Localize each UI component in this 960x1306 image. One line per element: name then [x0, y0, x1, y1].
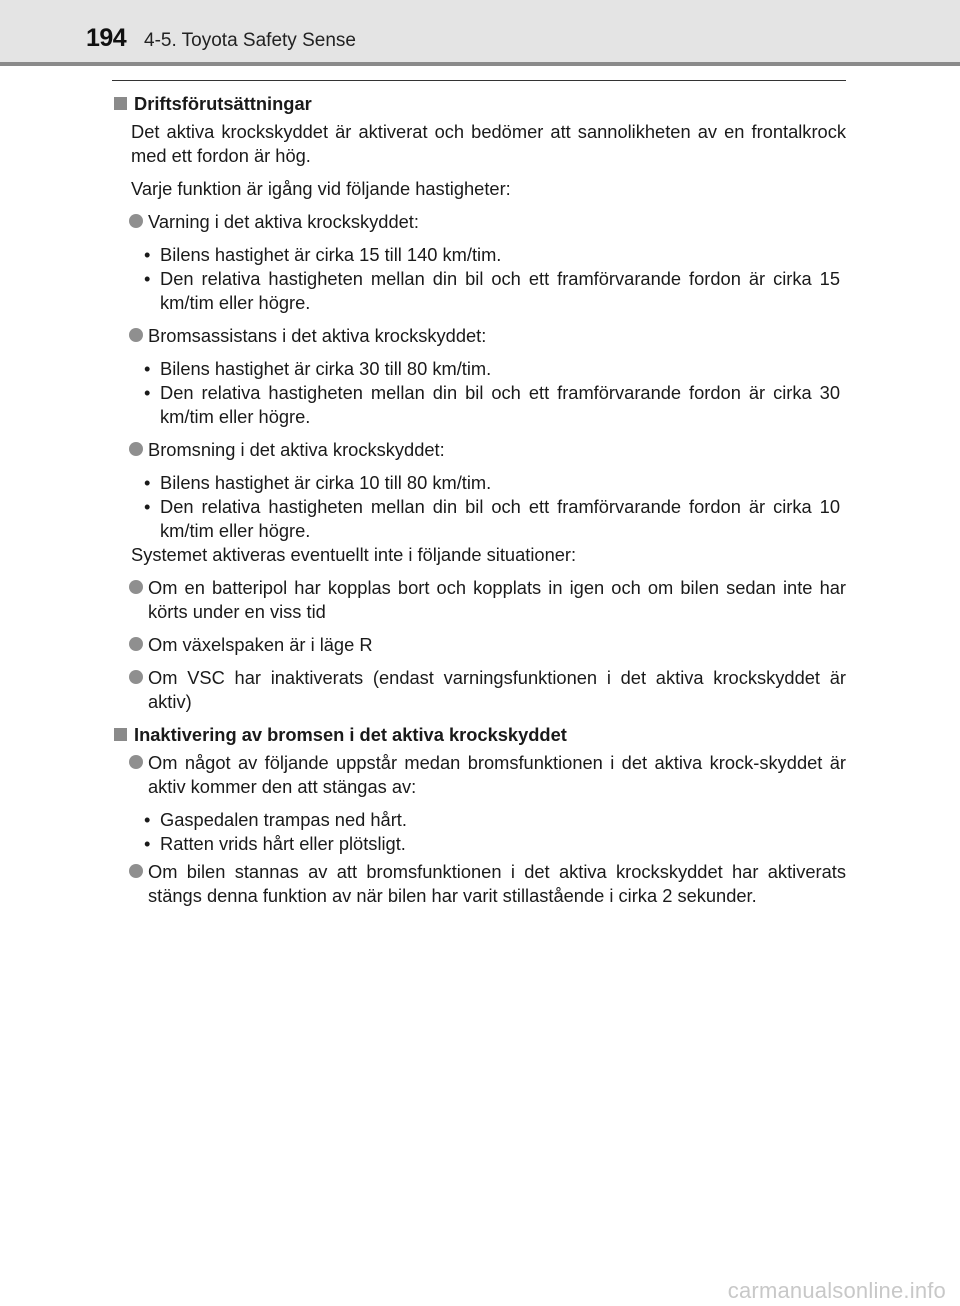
- bullet-braking: Bromsning i det aktiva krockskyddet:: [129, 438, 846, 462]
- list-item: • Den relativa hastigheten mellan din bil och ett framförvarande fordon är cirka 15 km/tim eller högre.: [144, 268, 840, 313]
- list-item: • Den relativa hastigheten mellan din bil och ett framförvarande fordon är cirka 30 km/tim eller högre.: [144, 382, 840, 427]
- circle-bullet-icon: [129, 637, 143, 651]
- bullet-reverse: Om växelspaken är i läge R: [129, 633, 846, 657]
- circle-bullet-icon: [129, 328, 143, 342]
- watermark: carmanualsonline.info: [727, 1278, 946, 1303]
- page-header: [0, 0, 960, 66]
- bullet-vsc: Om VSC har inaktiverats (endast varningsfunktionen i det aktiva krockskyddet är aktiv): [129, 666, 846, 714]
- list-item: • Gaspedalen trampas ned hårt.: [144, 809, 407, 830]
- situations-paragraph: Systemet aktiveras eventuellt inte i följande situationer:: [131, 544, 577, 565]
- brake-assist-sublist: [144, 357, 846, 429]
- bullet-warning: Varning i det aktiva krockskyddet:: [129, 210, 846, 234]
- list-item: • Bilens hastighet är cirka 15 till 140 km/tim.: [144, 244, 502, 265]
- section-title: 4-5. Toyota Safety Sense: [144, 30, 356, 51]
- braking-sublist: [144, 471, 846, 543]
- bullet-deactivate: Om något av följande uppstår medan bromsfunktionen i det aktiva krock-skyddet är aktiv kommer den att stängas av:: [129, 751, 846, 799]
- circle-bullet-icon: [129, 670, 143, 684]
- list-item: • Ratten vrids hårt eller plötsligt.: [144, 833, 406, 854]
- bullet-stopped: Om bilen stannas av att bromsfunktionen i det aktiva krockskyddet har aktiverats stängs denna funktion av när bilen har varit stillastående i cirka 2 sekunder.: [129, 860, 846, 908]
- list-item: • Bilens hastighet är cirka 30 till 80 km/tim.: [144, 358, 492, 379]
- bullet-brake-assist: Bromsassistans i det aktiva krockskyddet:: [129, 324, 846, 348]
- square-bullet-icon: [114, 97, 127, 110]
- circle-bullet-icon: [129, 214, 143, 228]
- heading-inaktivering: Inaktivering av bromsen i det aktiva krockskyddet: [112, 723, 846, 747]
- intro-paragraph: Det aktiva krockskyddet är aktiverat och bedömer att sannolikheten av en frontalkrock med ett fordon är hög.: [131, 121, 846, 166]
- section-divider: [112, 80, 846, 81]
- circle-bullet-icon: [129, 580, 143, 594]
- circle-bullet-icon: [129, 442, 143, 456]
- warning-sublist: [144, 243, 846, 315]
- heading-driftsforutsattningar: Driftsförutsättningar: [112, 92, 846, 116]
- list-item: • Bilens hastighet är cirka 10 till 80 km/tim.: [144, 472, 492, 493]
- square-bullet-icon: [114, 728, 127, 741]
- circle-bullet-icon: [129, 864, 143, 878]
- deactivate-sublist: [144, 808, 846, 856]
- page-content: [112, 92, 846, 917]
- bullet-battery: Om en batteripol har kopplas bort och kopplats in igen och om bilen sedan inte har körts under en viss tid: [129, 576, 846, 624]
- circle-bullet-icon: [129, 755, 143, 769]
- list-item: • Den relativa hastigheten mellan din bil och ett framförvarande fordon är cirka 10 km/tim eller högre.: [144, 496, 840, 541]
- speeds-paragraph: Varje funktion är igång vid följande hastigheter:: [131, 178, 511, 199]
- page-number: 194: [86, 24, 127, 52]
